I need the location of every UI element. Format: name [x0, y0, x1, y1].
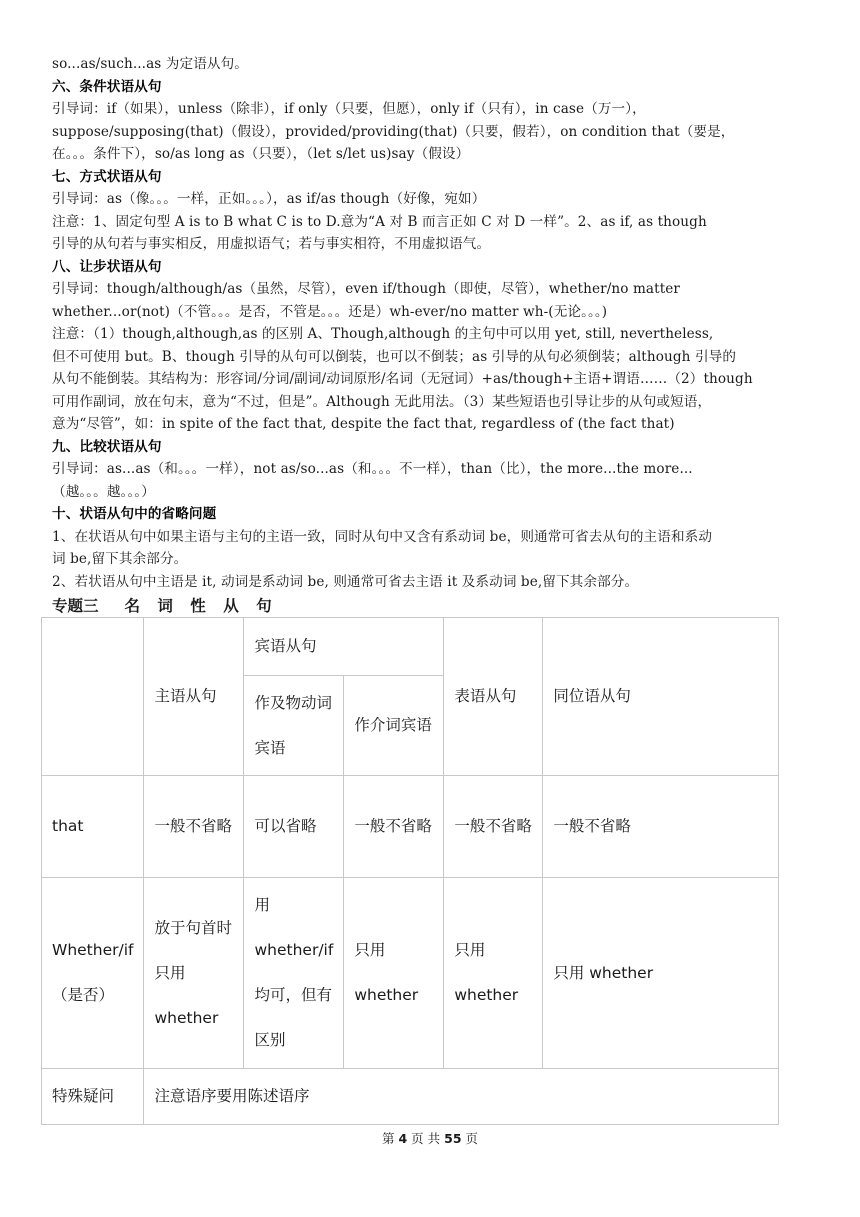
section-heading: 七、方式状语从句 — [52, 168, 162, 185]
text-line: 2、若状语从句中主语是 it, 动词是系动词 be, 则通常可省去主语 it 及系动词 be,留下其余部分。 — [52, 573, 639, 590]
text-line: 注意：1、固定句型 A is to B what C is to D.意为“A 对 B 而言正如 C 对 D 一样”。2、as if, as though — [52, 213, 707, 230]
section-heading: 九、比较状语从句 — [52, 438, 162, 455]
table-row — [42, 776, 779, 878]
text-line: whether...or(not)（不管。。。是否，不管是。。。还是）wh-ever/no matter wh-(无论。。。) — [52, 303, 608, 320]
cell-wh-note: 注意语序要用陈述语序 — [144, 1069, 779, 1125]
cell-that-predicative: 一般不省略 — [444, 776, 543, 878]
text-line: suppose/supposing(that)（假设），provided/providing(that)（只要，假若），on condition that（要是， — [52, 123, 735, 140]
section-heading: 八、让步状语从句 — [52, 258, 162, 275]
cell-that-verb-object: 可以省略 — [244, 776, 344, 878]
noun-clause-table — [41, 617, 779, 1125]
text-line: 注意：（1）though,although,as 的区别 A、Though,although 的主句中可以用 yet, still, nevertheless, — [52, 326, 714, 342]
cell-whether-subject: 放于句首时只用 whether — [144, 878, 244, 1069]
text-line: 在。。。条件下），so/as long as（只要），（let s/let us)say（假设） — [52, 146, 470, 162]
page-footer — [0, 1129, 860, 1147]
cell-that-subject: 一般不省略 — [144, 776, 244, 878]
header-prep-object: 作介词宾语 — [344, 676, 444, 776]
text-line: 意为“尽管”，如：in spite of the fact that, despite the fact that, regardless of (the fact that) — [52, 416, 675, 432]
row-label-whether: Whether/if（是否） — [42, 878, 144, 1069]
text-line: 从句不能倒装。其结构为：形容词/分词/副词/动词原形/名词（无冠词）+as/though+主语+谓语……（2）though — [52, 371, 753, 387]
text-line: 1、在状语从句中如果主语与主句的主语一致，同时从句中又含有系动词 be，则通常可省去从句的主语和系动 — [52, 528, 713, 545]
cell-that-prep-object: 一般不省略 — [344, 776, 444, 878]
text-line: 可用作副词，放在句末，意为“不过，但是”。Although 无此用法。（3）某些短语也引导让步的从句或短语， — [52, 393, 712, 410]
text-line: 引导词：if（如果），unless（除非），if only（只要，但愿），only if（只有），in case（万一）， — [52, 101, 646, 117]
table-header-row — [42, 618, 779, 676]
topic-prefix: 专题三 — [52, 597, 99, 615]
section-heading — [52, 594, 278, 616]
section-heading: 十、状语从句中的省略问题 — [52, 506, 217, 522]
text-line: 词 be,留下其余部分。 — [52, 551, 188, 567]
page-total: 55 — [444, 1131, 462, 1146]
header-appositive: 同位语从句 — [543, 618, 779, 776]
footer-mid: 页 共 — [411, 1131, 441, 1146]
text-line: 但不可使用 but。B、though 引导的从句可以倒装，也可以不倒装；as 引导的从句必须倒装；although 引导的 — [52, 348, 737, 365]
table-row — [42, 878, 779, 1069]
cell-whether-appositive: 只用 whether — [543, 878, 779, 1069]
section-heading: 六、条件状语从句 — [52, 78, 162, 95]
text-line: 引导词：though/although/as（虽然，尽管），even if/though（即使，尽管），whether/no matter — [52, 281, 681, 297]
text-line: 引导的从句若与事实相反，用虚拟语气；若与事实相符，不用虚拟语气。 — [52, 236, 491, 252]
text-line: 引导词：as...as（和。。。一样），not as/so...as（和。。。不一样），than（比），the more...the more... — [52, 461, 693, 477]
header-verb-object: 作及物动词宾语 — [244, 676, 344, 776]
header-predicative: 表语从句 — [444, 618, 543, 776]
text-line: （越。。。越。。。） — [52, 483, 155, 500]
header-subject: 主语从句 — [144, 618, 244, 776]
text-line: so...as/such...as 为定语从句。 — [52, 56, 248, 72]
cell-whether-verb-object: 用 whether/if 均可，但有区别 — [244, 878, 344, 1069]
cell-whether-prep-object: 只用 whether — [344, 878, 444, 1069]
header-object-group: 宾语从句 — [244, 618, 444, 676]
row-label-that: that — [42, 776, 144, 878]
cell-that-appositive: 一般不省略 — [543, 776, 779, 878]
header-corner-cell — [42, 618, 144, 776]
cell-whether-predicative: 只用 whether — [444, 878, 543, 1069]
topic-title: 名 词 性 从 句 — [124, 597, 278, 615]
page-number: 4 — [398, 1131, 408, 1146]
table-row — [42, 1069, 779, 1125]
footer-pre: 第 — [381, 1131, 395, 1146]
row-label-wh: 特殊疑问 — [42, 1069, 144, 1125]
footer-post: 页 — [465, 1131, 479, 1146]
text-line: 引导词：as（像。。。一样，正如。。。），as if/as though（好像，宛如） — [52, 191, 486, 207]
